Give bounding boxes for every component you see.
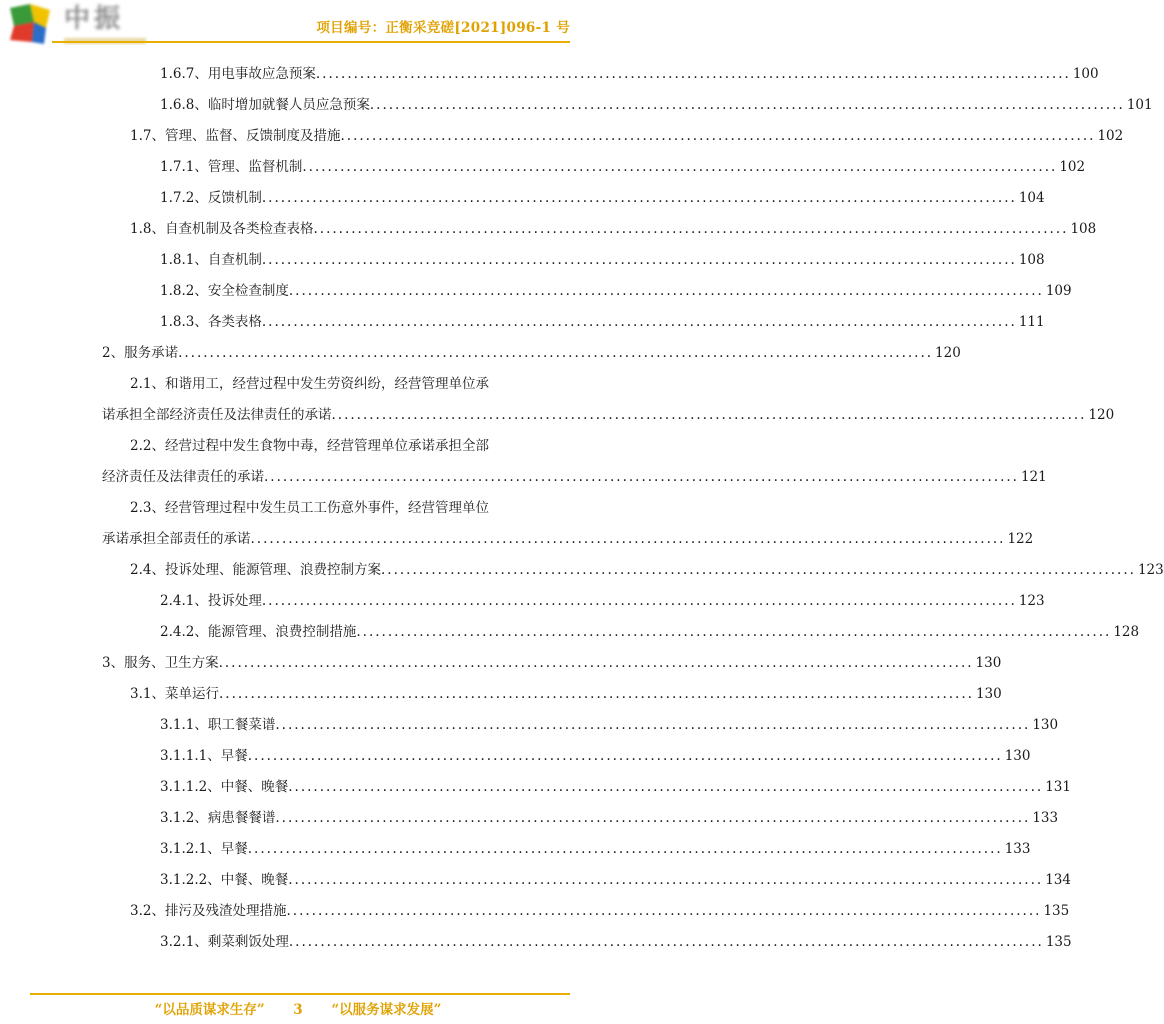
toc-entry[interactable]	[160, 715, 1059, 735]
toc-page-number: 104	[1018, 190, 1045, 206]
toc-leader-dots: ........................................................................................................................	[247, 748, 1003, 764]
toc-entry-title: 3.1、菜单运行	[130, 686, 219, 702]
toc-entry-title: 2.4.2、能源管理、浪费控制措施	[160, 624, 357, 640]
toc-entry[interactable]	[130, 126, 1124, 146]
toc-entry-line: 2.1、和谐用工，经营过程中发生劳资纠纷，经营管理单位承	[130, 376, 489, 392]
toc-page-number: 134	[1045, 872, 1071, 888]
toc-entry[interactable]	[160, 932, 1072, 952]
toc-entry-title: 3.1.2、病患餐餐谱	[160, 810, 276, 826]
toc-page-number: 130	[1032, 717, 1059, 733]
toc-leader-dots: ........................................................................................................................	[275, 810, 1031, 826]
project-number: 项目编号：正衡采竞磋[2021]096-1 号	[316, 20, 570, 36]
toc-entry[interactable]	[102, 405, 1115, 425]
toc-page-number: 131	[1045, 779, 1071, 795]
toc-page-number: 122	[1007, 531, 1034, 547]
toc-page-number: 130	[1004, 748, 1031, 764]
toc-entry-title: 诺承担全部经济责任及法律责任的承诺	[102, 407, 332, 423]
footer-slogan-left: “以品质谋求生存”	[154, 1002, 265, 1018]
toc-page-number: 101	[1126, 97, 1153, 113]
toc-leader-dots: ........................................................................................................................	[178, 345, 934, 361]
toc-entry[interactable]	[160, 188, 1045, 208]
toc-entry-title: 3、服务、卫生方案	[102, 655, 219, 671]
toc-leader-dots: ........................................................................................................................	[356, 624, 1112, 640]
toc-page-number: 123	[1018, 593, 1045, 609]
toc-entry[interactable]	[102, 467, 1047, 487]
toc-entry-title: 2.4.1、投诉处理	[160, 593, 262, 609]
toc-leader-dots: ........................................................................................................................	[275, 717, 1031, 733]
toc-entry[interactable]	[160, 312, 1045, 332]
toc-entry[interactable]	[160, 777, 1071, 797]
toc-leader-dots: ........................................................................................................................	[218, 655, 974, 671]
toc-entry[interactable]	[160, 808, 1059, 828]
toc-page-number: 121	[1020, 469, 1047, 485]
toc-entry-title: 3.2、排污及残渣处理措施	[130, 903, 287, 919]
toc-entry-title: 3.1.2.2、中餐、晚餐	[160, 872, 289, 888]
toc-page-number: 135	[1045, 934, 1072, 950]
toc-leader-dots: ........................................................................................................................	[315, 66, 1071, 82]
toc-entry[interactable]	[130, 684, 1002, 704]
toc-entry-title: 3.1.1、职工餐菜谱	[160, 717, 276, 733]
toc-entry-title: 3.1.1.2、中餐、晚餐	[160, 779, 289, 795]
logo-char-1: 中	[64, 4, 91, 34]
toc-leader-dots: ........................................................................................................................	[369, 97, 1125, 113]
toc-leader-dots: ........................................................................................................................	[261, 314, 1017, 330]
toc-entry[interactable]	[160, 250, 1045, 270]
toc-page-number: 108	[1070, 221, 1097, 237]
toc-entry-title: 3.2.1、剩菜剩饭处理	[160, 934, 289, 950]
toc-entry-title: 1.8.1、自查机制	[160, 252, 262, 268]
header-divider	[52, 41, 570, 43]
toc-entry[interactable]	[160, 746, 1031, 766]
toc-entry-title: 3.1.2.1、早餐	[160, 841, 248, 857]
toc-leader-dots: ........................................................................................................................	[340, 128, 1096, 144]
toc-entry-title: 3.1.1.1、早餐	[160, 748, 248, 764]
toc-leader-dots: ........................................................................................................................	[264, 469, 1019, 485]
toc-entry-title: 1.8、自查机制及各类检查表格	[130, 221, 314, 237]
toc-entry[interactable]	[102, 529, 1034, 549]
toc-entry-title: 承诺承担全部责任的承诺	[102, 531, 251, 547]
toc-leader-dots: ........................................................................................................................	[218, 686, 974, 702]
toc-entry-title: 2、服务承诺	[102, 345, 179, 361]
toc-entry[interactable]	[102, 343, 961, 363]
toc-page-number: 128	[1113, 624, 1140, 640]
toc-entry-title: 1.8.3、各类表格	[160, 314, 262, 330]
toc-entry-title: 经济责任及法律责任的承诺	[102, 469, 264, 485]
toc-leader-dots: ........................................................................................................................	[288, 934, 1044, 950]
footer-divider	[30, 993, 570, 995]
logo-text	[64, 4, 120, 34]
toc-entry[interactable]	[160, 870, 1071, 890]
toc-leader-dots: ........................................................................................................................	[313, 221, 1069, 237]
toc-page-number: 123	[1137, 562, 1164, 578]
toc-leader-dots: ........................................................................................................................	[288, 872, 1044, 888]
footer-page-number: 3	[293, 1002, 303, 1018]
toc-leader-dots: ........................................................................................................................	[288, 283, 1044, 299]
toc-page-number: 130	[975, 686, 1002, 702]
toc-entry[interactable]	[160, 839, 1031, 859]
toc-page-number: 111	[1018, 314, 1045, 330]
logo-char-2: 振	[94, 4, 121, 34]
toc-page-number: 133	[1032, 810, 1059, 826]
toc-page-number: 120	[935, 345, 961, 361]
toc-entry[interactable]	[160, 591, 1045, 611]
toc-page-number: 108	[1018, 252, 1045, 268]
toc-leader-dots: ........................................................................................................................	[288, 779, 1044, 795]
toc-leader-dots: ........................................................................................................................	[261, 593, 1017, 609]
toc-entry-title: 1.7.1、管理、监督机制	[160, 159, 303, 175]
toc-entry[interactable]	[160, 95, 1153, 115]
toc-entry-title: 1.6.8、临时增加就餐人员应急预案	[160, 97, 370, 113]
toc-page-number: 102	[1097, 128, 1124, 144]
toc-page-number: 133	[1004, 841, 1031, 857]
toc-entry[interactable]	[130, 219, 1097, 239]
toc-leader-dots: ........................................................................................................................	[302, 159, 1058, 175]
toc-page-number: 120	[1088, 407, 1115, 423]
toc-page-number: 100	[1072, 66, 1099, 82]
toc-entry[interactable]	[102, 653, 1002, 673]
toc-leader-dots: ........................................................................................................................	[247, 841, 1003, 857]
toc-entry-title: 1.6.7、用电事故应急预案	[160, 66, 316, 82]
toc-entry-title: 1.7.2、反馈机制	[160, 190, 262, 206]
toc-page-number: 102	[1059, 159, 1086, 175]
toc-page-number: 135	[1043, 903, 1070, 919]
toc-entry[interactable]	[160, 281, 1072, 301]
toc-page-number: 130	[975, 655, 1002, 671]
toc-leader-dots: ........................................................................................................................	[261, 252, 1017, 268]
toc-entry-line: 2.3、经营管理过程中发生员工工伤意外事件，经营管理单位	[130, 500, 489, 516]
toc-leader-dots: ........................................................................................................................	[261, 190, 1017, 206]
toc-entry[interactable]	[160, 64, 1099, 84]
toc-entry-title: 2.4、投诉处理、能源管理、浪费控制方案	[130, 562, 381, 578]
toc-leader-dots: ........................................................................................................................	[286, 903, 1042, 919]
toc-entry[interactable]	[160, 622, 1140, 642]
toc-page-number: 109	[1045, 283, 1072, 299]
page-header	[0, 0, 596, 50]
page-footer	[0, 998, 596, 1018]
toc-entry[interactable]	[130, 560, 1164, 580]
toc-entry-title: 1.8.2、安全检查制度	[160, 283, 289, 299]
toc-entry[interactable]	[130, 901, 1070, 921]
toc-entry[interactable]	[160, 157, 1086, 177]
toc-leader-dots: ........................................................................................................................	[380, 562, 1136, 578]
toc-entry-line: 2.2、经营过程中发生食物中毒，经营管理单位承诺承担全部	[130, 438, 489, 454]
footer-slogan-right: “以服务谋求发展”	[331, 1002, 442, 1018]
toc-leader-dots: ........................................................................................................................	[250, 531, 1006, 547]
toc-entry-title: 1.7、管理、监督、反馈制度及措施	[130, 128, 341, 144]
toc-leader-dots: ........................................................................................................................	[331, 407, 1087, 423]
logo-mark-icon	[4, 2, 56, 48]
